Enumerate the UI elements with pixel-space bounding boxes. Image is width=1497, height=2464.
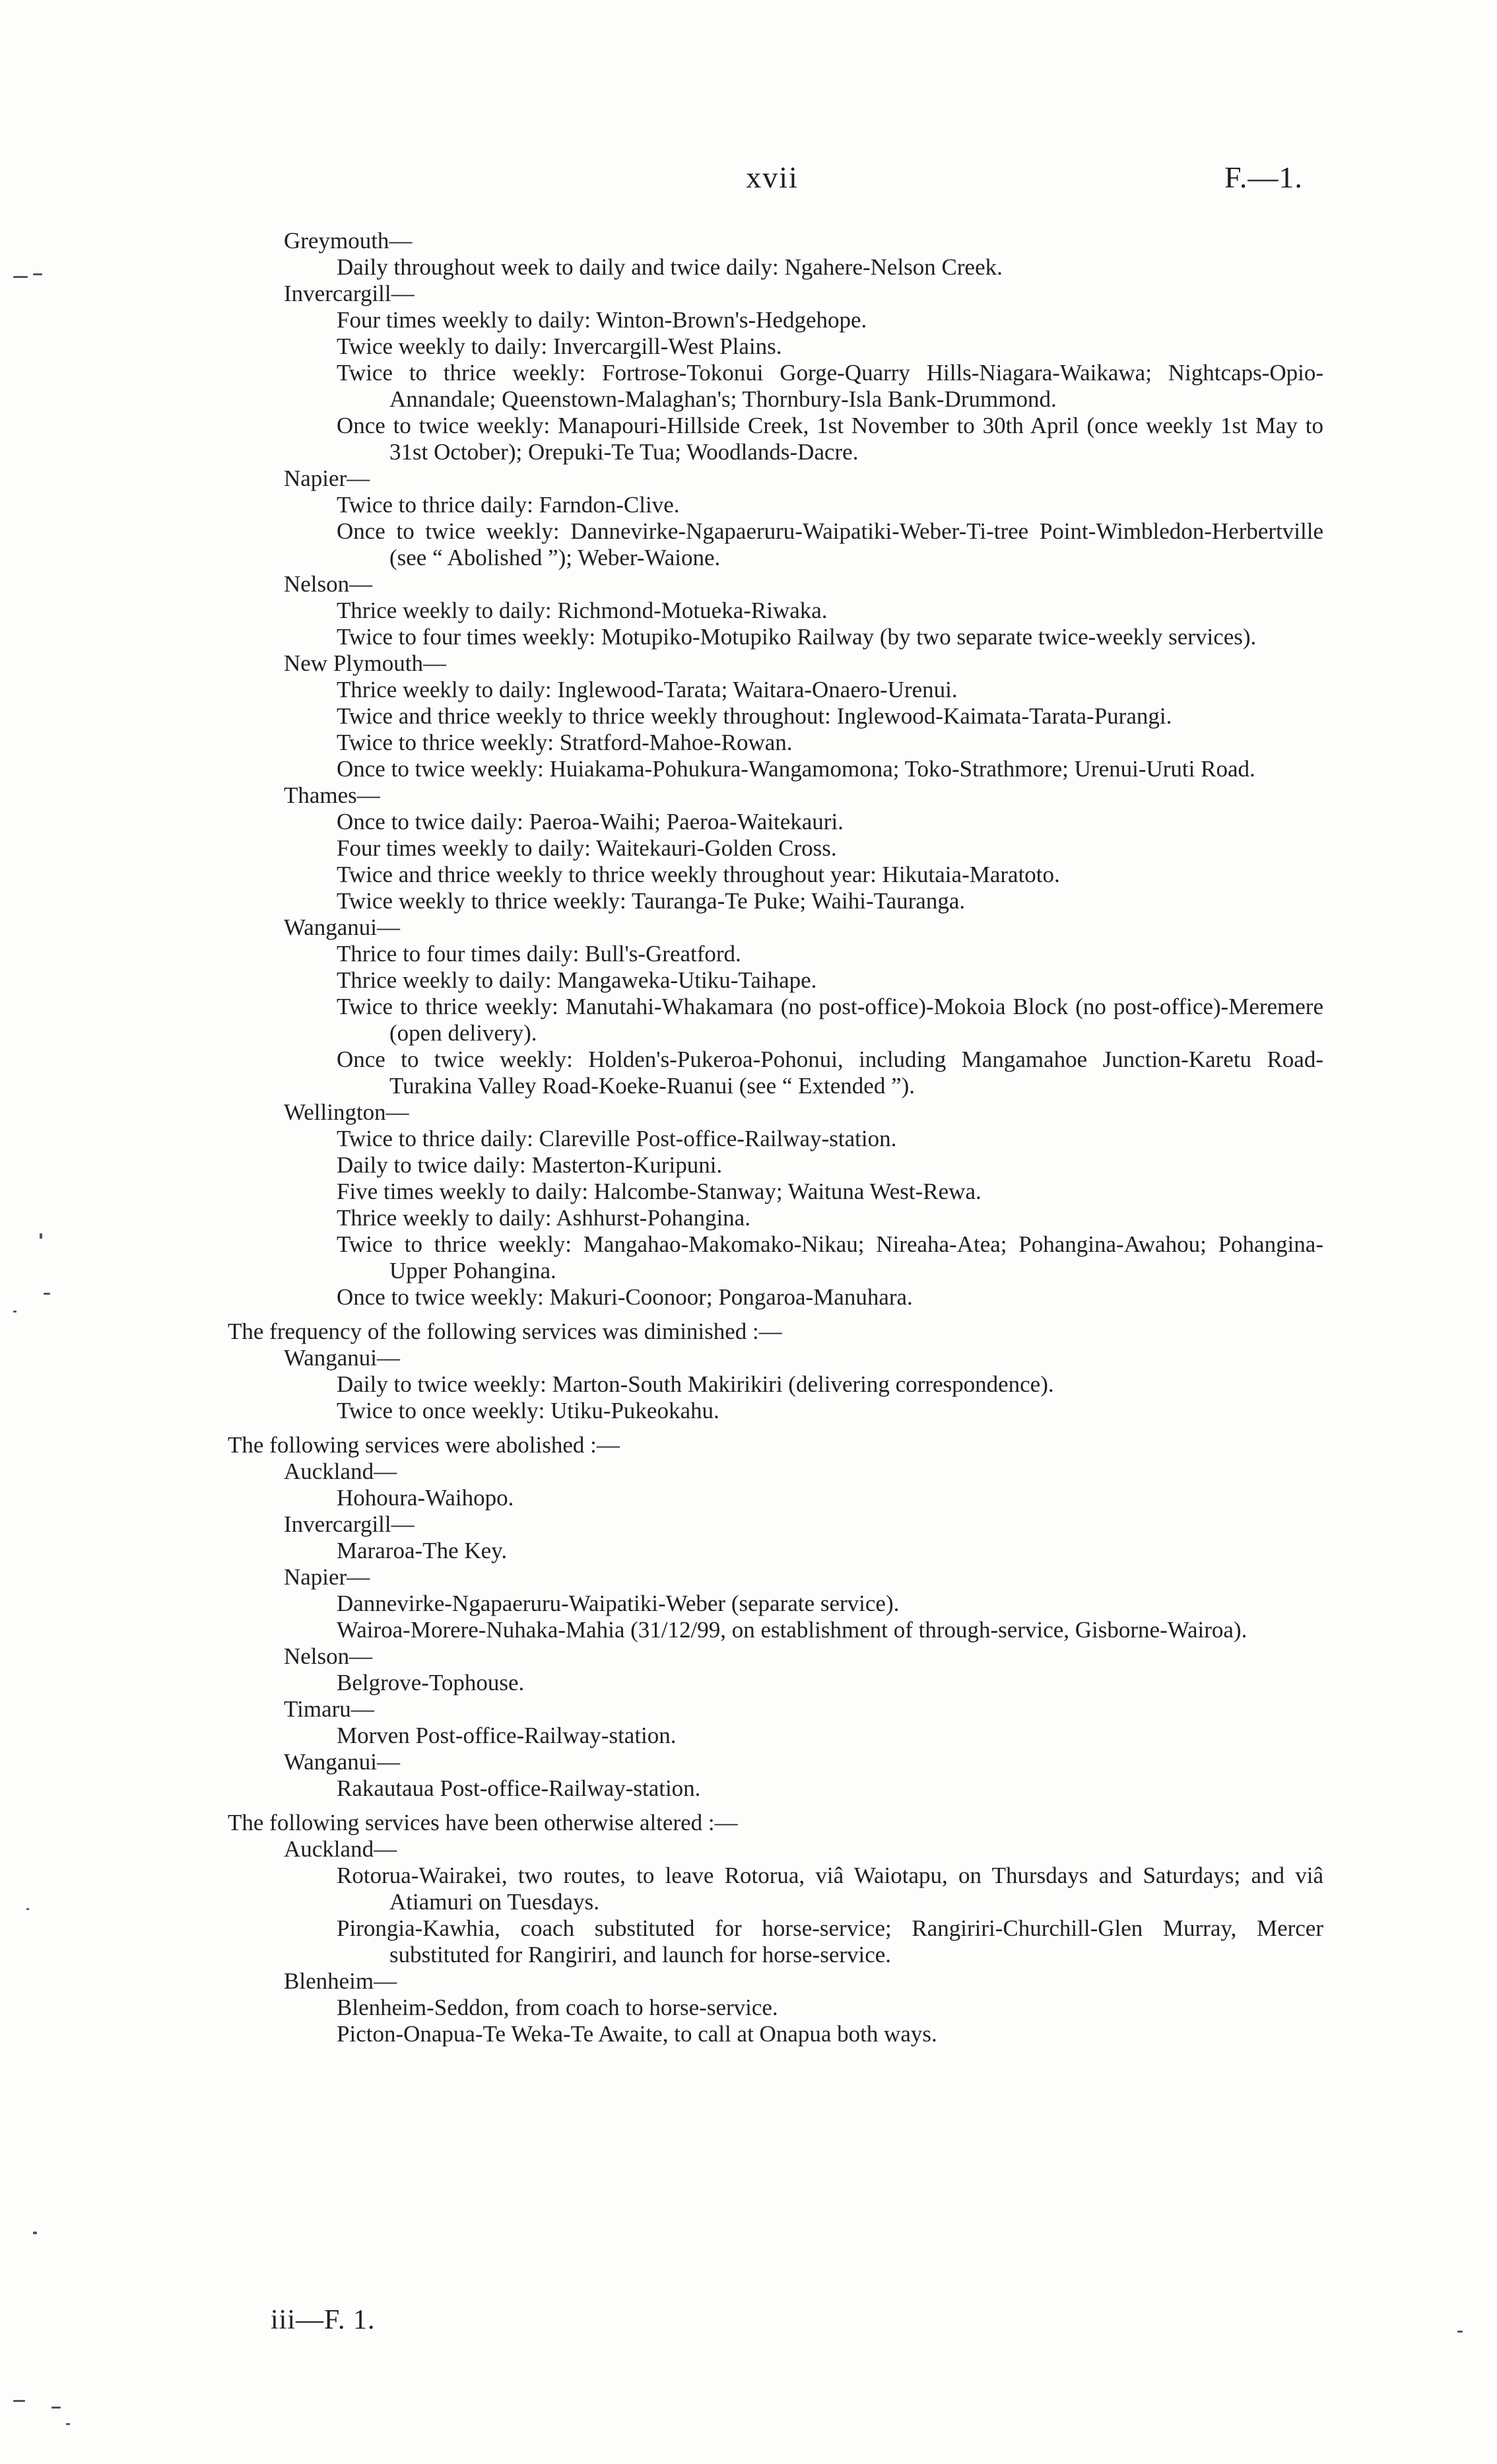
- service-line: Thrice weekly to daily: Mangaweka-Utiku-Taihape.: [337, 967, 817, 993]
- district-heading: Wanganui—: [284, 914, 401, 940]
- service-line: Twice weekly to daily: Invercargill-West Plains.: [337, 333, 782, 359]
- service-line: Morven Post-office-Railway-station.: [337, 1723, 677, 1748]
- service-line: Twice and thrice weekly to thrice weekly throughout year: Hikutaia-Maratoto.: [337, 862, 1060, 887]
- scan-speck: [13, 1311, 17, 1313]
- district-heading: Greymouth—: [284, 228, 413, 254]
- service-line: Twice to thrice daily: Farndon-Clive.: [337, 492, 680, 518]
- report-code: F.—1.: [1224, 160, 1303, 194]
- document-body: [228, 228, 1323, 2047]
- service-line: Picton-Onapua-Te Weka-Te Awaite, to call at Onapua both ways.: [337, 2021, 937, 2047]
- service-line: Thrice weekly to daily: Richmond-Motueka-Riwaka.: [337, 598, 828, 623]
- district-heading: Timaru—: [284, 1696, 374, 1722]
- district-heading: Nelson—: [284, 1643, 373, 1669]
- service-line: Twice to thrice weekly: Manutahi-Whakamara (no post-office)-Mokoia Block (no post-office)-Meremere (open delivery).: [337, 994, 1323, 1046]
- scan-speck: [33, 2232, 37, 2234]
- service-line: Pirongia-Kawhia, coach substituted for horse-service; Rangiriri-Churchill-Glen Murray, Mercer substituted for Rangiriri, and launch for horse-service.: [337, 1915, 1323, 1968]
- service-line: Twice to once weekly: Utiku-Pukeokahu.: [337, 1398, 719, 1423]
- district-heading: Napier—: [284, 465, 370, 491]
- scan-speck: [13, 276, 28, 278]
- section-gap: [228, 1802, 1323, 1810]
- service-line: Twice weekly to thrice weekly: Tauranga-Te Puke; Waihi-Tauranga.: [337, 888, 966, 914]
- district-heading: Wellington—: [284, 1099, 409, 1125]
- service-line: Thrice weekly to daily: Ashhurst-Pohangina.: [337, 1205, 750, 1231]
- section-intro: The frequency of the following services was diminished :—: [228, 1318, 782, 1344]
- district-heading: Wanganui—: [284, 1345, 401, 1371]
- scan-speck: [1457, 2331, 1463, 2333]
- district-heading: Wanganui—: [284, 1749, 401, 1775]
- service-line: Mararoa-The Key.: [337, 1538, 508, 1563]
- service-line: Once to twice weekly: Holden's-Pukeroa-Pohonui, including Mangamahoe Junction-Karetu Road-Turakina Valley Road-Koeke-Ruanui (see “ Extended ”).: [337, 1046, 1323, 1099]
- section-intro: The following services were abolished :—: [228, 1432, 620, 1458]
- section-gap: [228, 1311, 1323, 1318]
- service-line: Twice to thrice weekly: Fortrose-Tokonui Gorge-Quarry Hills-Niagara-Waikawa; Nightcaps-Opio-Annandale; Queenstown-Malaghan's; Thornbury-Isla Bank-Drummond.: [337, 360, 1323, 412]
- service-line: Once to twice weekly: Makuri-Coonoor; Pongaroa-Manuhara.: [337, 1284, 913, 1310]
- service-line: Once to twice weekly: Manapouri-Hillside Creek, 1st November to 30th April (once weekly 1st May to 31st October); Orepuki-Te Tua; Woodlands-Dacre.: [337, 413, 1323, 465]
- service-line: Four times weekly to daily: Waitekauri-Golden Cross.: [337, 835, 837, 861]
- service-line: Rotorua-Wairakei, two routes, to leave Rotorua, viâ Waiotapu, on Thursdays and Saturdays; and viâ Atiamuri on Tuesdays.: [337, 1863, 1323, 1915]
- district-heading: Nelson—: [284, 571, 373, 597]
- district-heading: Invercargill—: [284, 281, 415, 306]
- district-heading: Auckland—: [284, 1458, 397, 1484]
- service-line: Hohoura-Waihopo.: [337, 1485, 514, 1511]
- district-heading: Auckland—: [284, 1836, 397, 1862]
- service-line: Blenheim-Seddon, from coach to horse-service.: [337, 1995, 778, 2020]
- service-line: Once to twice daily: Paeroa-Waihi; Paeroa-Waitekauri.: [337, 809, 844, 835]
- service-line: Twice and thrice weekly to thrice weekly throughout: Inglewood-Kaimata-Tarata-Purangi.: [337, 703, 1172, 729]
- service-line: Five times weekly to daily: Halcombe-Stanway; Waituna West-Rewa.: [337, 1179, 981, 1204]
- district-heading: Invercargill—: [284, 1511, 415, 1537]
- service-line: Rakautaua Post-office-Railway-station.: [337, 1775, 701, 1801]
- service-line: Wairoa-Morere-Nuhaka-Mahia (31/12/99, on establishment of through-service, Gisborne-Wairoa).: [337, 1617, 1248, 1643]
- service-line: Four times weekly to daily: Winton-Brown's-Hedgehope.: [337, 307, 867, 333]
- scan-speck: [13, 2400, 25, 2402]
- service-line: Twice to thrice weekly: Mangahao-Makomako-Nikau; Nireaha-Atea; Pohangina-Awahou; Pohangina-Upper Pohangina.: [337, 1231, 1323, 1283]
- scan-speck: [26, 1908, 29, 1910]
- service-line: Dannevirke-Ngapaeruru-Waipatiki-Weber (separate service).: [337, 1591, 900, 1616]
- district-heading: New Plymouth—: [284, 650, 446, 676]
- scan-speck: [33, 273, 42, 275]
- service-line: Thrice weekly to daily: Inglewood-Tarata; Waitara-Onaero-Urenui.: [337, 677, 958, 702]
- section-gap: [228, 1424, 1323, 1432]
- section-intro: The following services have been otherwise altered :—: [228, 1810, 738, 1835]
- district-heading: Blenheim—: [284, 1968, 397, 1994]
- service-line: Once to twice weekly: Huiakama-Pohukura-Wangamomona; Toko-Strathmore; Urenui-Uruti Road.: [337, 756, 1255, 782]
- scan-speck: [51, 2407, 61, 2409]
- service-line: Daily throughout week to daily and twice daily: Ngahere-Nelson Creek.: [337, 254, 1003, 280]
- district-heading: Thames—: [284, 782, 380, 808]
- service-line: Thrice to four times daily: Bull's-Greatford.: [337, 941, 741, 967]
- service-line: Daily to twice daily: Masterton-Kuripuni.: [337, 1152, 723, 1178]
- service-line: Daily to twice weekly: Marton-South Makirikiri (delivering correspondence).: [337, 1371, 1054, 1397]
- service-line: Once to twice weekly: Dannevirke-Ngapaeruru-Waipatiki-Weber-Ti-tree Point-Wimbledon-Herbertville (see “ Abolished ”); Weber-Waione.: [337, 518, 1323, 570]
- service-line: Twice to four times weekly: Motupiko-Motupiko Railway (by two separate twice-weekly services).: [337, 624, 1257, 650]
- service-line: Twice to thrice weekly: Stratford-Mahoe-Rowan.: [337, 730, 793, 755]
- service-line: Belgrove-Tophouse.: [337, 1670, 525, 1695]
- district-heading: Napier—: [284, 1564, 370, 1590]
- printer-signature-mark: iii—F. 1.: [271, 2305, 376, 2335]
- scan-speck: [66, 2423, 70, 2425]
- service-line: Twice to thrice daily: Clareville Post-office-Railway-station.: [337, 1126, 897, 1151]
- scan-speck: [40, 1233, 42, 1239]
- scan-speck: [44, 1293, 50, 1295]
- page-number: xvii: [746, 160, 799, 194]
